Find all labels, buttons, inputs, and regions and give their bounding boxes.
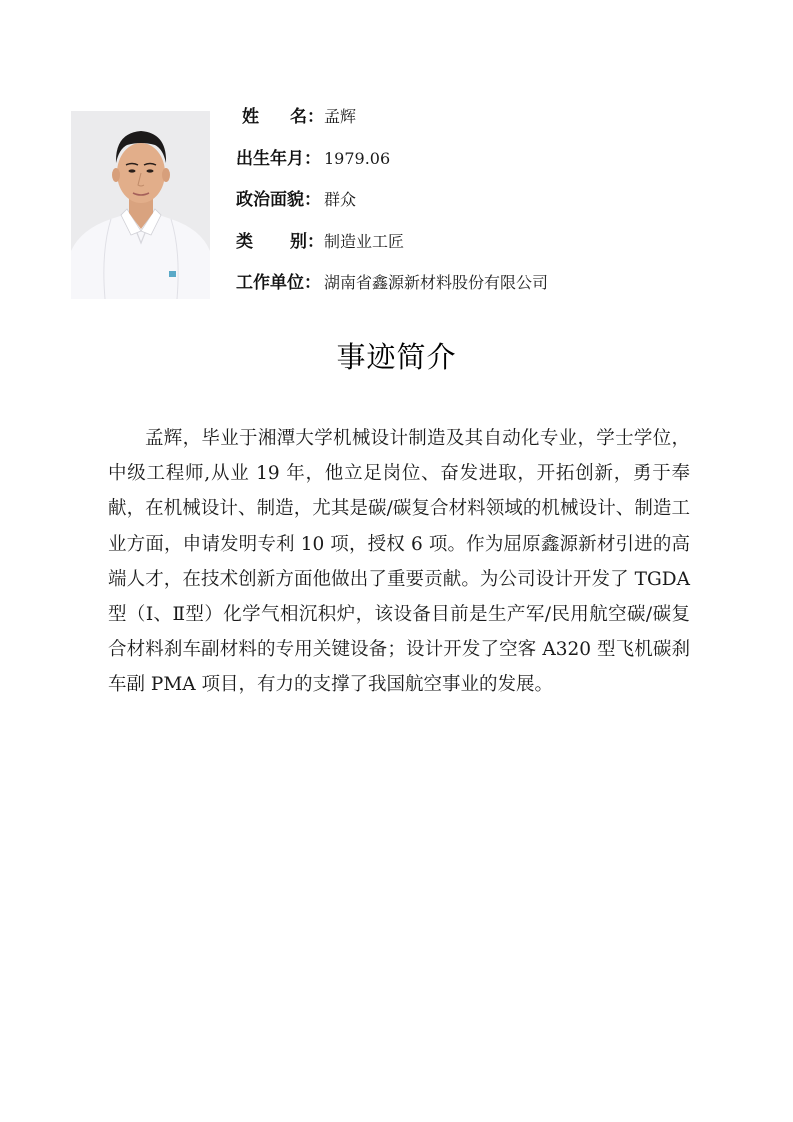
employer-row xyxy=(236,268,756,310)
name-label-part-2: 名： xyxy=(290,107,324,127)
name-label xyxy=(236,102,324,132)
category-value: 制造业工匠 xyxy=(324,231,405,251)
name-value: 孟辉 xyxy=(324,107,357,126)
birth-value: 1979.06 xyxy=(324,148,391,168)
name-row xyxy=(236,102,756,144)
birth-label: 出生年月： xyxy=(236,148,321,169)
portrait-photo xyxy=(71,111,210,299)
category-row xyxy=(236,227,756,269)
achievement-paragraph: 孟辉，毕业于湘潭大学机械设计制造及其自动化专业，学士学位，中级工程师,从业 19 年，他立足岗位、奋发进取，开拓创新，勇于奉献，在机械设计、制造，尤其是碳/碳复合材料领域的机械设计、制造工业方面，申请发明专利 10 项，授权 6 项。作为屈原鑫源新材引进的高端人才，在技术创新方面他做出了重要贡献。为公司设计开发了 TGDA 型（Ⅰ、Ⅱ型）化学气相沉积炉，该设备目前是生产军/民用航空碳/碳复合材料刹车副材料的专用关键设备；设计开发了空客 A320 型飞机碳刹车副 PMA 项目，有力的支撑了我国航空事业的发展。 xyxy=(108,428,690,696)
political-value: 群众 xyxy=(324,190,357,209)
employer-value: 湖南省鑫源新材料股份有限公司 xyxy=(324,273,549,292)
profile-info xyxy=(236,102,756,310)
category-label-part-2: 别： xyxy=(290,231,324,252)
political-row xyxy=(236,185,756,227)
political-label: 政治面貌： xyxy=(236,190,321,210)
category-label xyxy=(236,227,324,257)
section-title: 事迹简介 xyxy=(336,340,457,374)
birth-row xyxy=(236,144,756,186)
category-label-part-1: 类 xyxy=(236,231,253,252)
employer-label: 工作单位： xyxy=(236,273,321,293)
name-label-part-1: 姓 xyxy=(242,107,259,127)
